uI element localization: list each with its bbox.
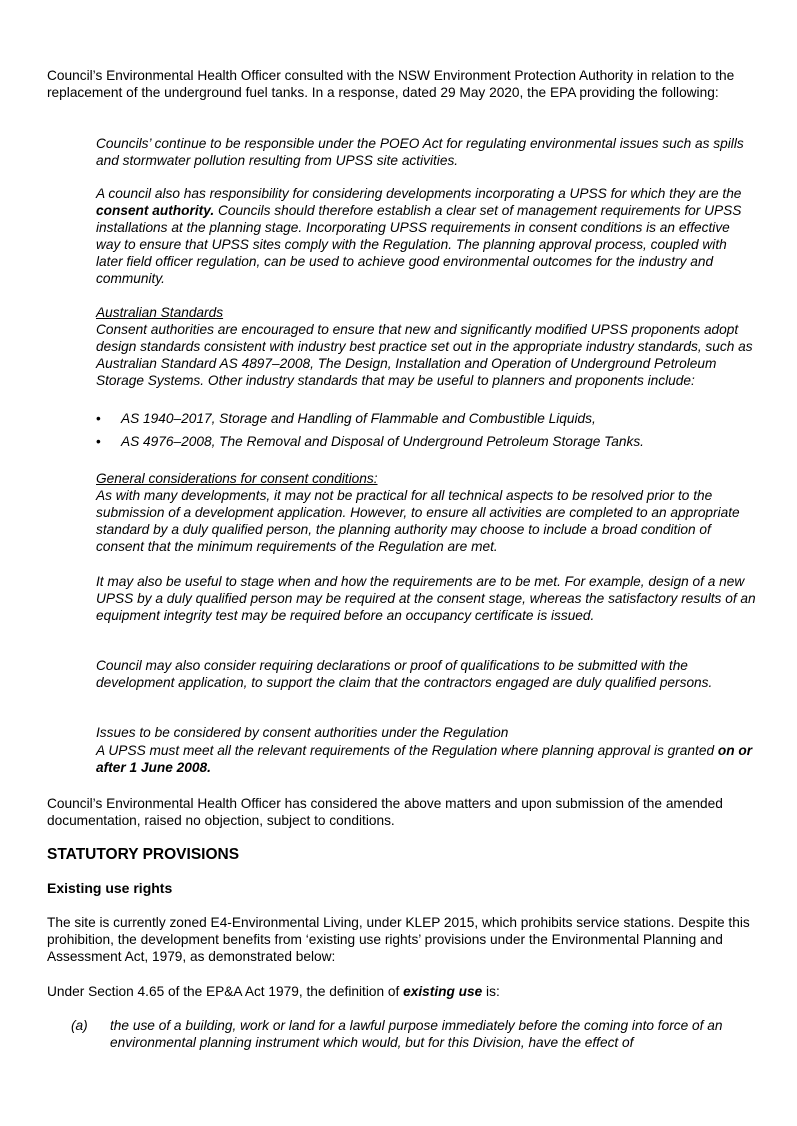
standards-list-item-text: AS 4976–2008, The Removal and Disposal of Underground Petroleum Storage Tanks.: [121, 434, 644, 449]
consent-authority-emphasis: consent authority.: [96, 203, 215, 218]
general-considerations-body: As with many developments, it may not be practical for all technical aspects to be resolved prior to the submission of a development application. However, to ensure all activities are completed to an appropriate standard by a duly qualified person, the planning authority may choose to include a broad condition of consent that the minimum requirements of the Regulation are met.: [96, 488, 740, 554]
epa-quote-staging: It may also be useful to stage when and how the requirements are to be met. For example, design of a new UPSS by a duly qualified person may be required at the consent stage, whereas the satisfactory results of an equipment integrity test may be required before an occupancy certificate is issued.: [96, 574, 756, 623]
bullet-icon: •: [96, 434, 101, 449]
issues-heading: Issues to be considered by consent authorities under the Regulation: [96, 725, 509, 740]
section-465-text-a: Under Section 4.65 of the EP&A Act 1979, the definition of: [47, 984, 404, 999]
standards-list-item-text: AS 1940–2017, Storage and Handling of Flammable and Combustible Liquids,: [121, 411, 596, 426]
statutory-provisions-heading: STATUTORY PROVISIONS: [47, 846, 240, 863]
australian-standards-body: Consent authorities are encouraged to ensure that new and significantly modified UPSS proponents adopt design standards consistent with industry best practice set out in the appropriate industry standards, such as Australian Standard AS 4897–2008, The Design, Installation and Operation of Underground Petroleum Storage Systems. Other industry standards that may be useful to planners and proponents include:: [96, 322, 753, 388]
section-465-text-b: is:: [482, 984, 500, 999]
general-considerations-heading: General considerations for consent conditions:: [96, 471, 378, 486]
existing-use-rights-heading: Existing use rights: [47, 880, 173, 896]
issues-date-emphasis: on or after 1 June 2008.: [96, 743, 753, 775]
epa-quote-declarations: Council may also consider requiring declarations or proof of qualifications to be submitted with the development application, to support the claim that the contractors engaged are duly qualified persons.: [96, 658, 713, 690]
section-465-paragraph: [47, 983, 759, 1000]
ehof-paragraph: Council’s Environmental Health Officer has considered the above matters and upon submission of the amended documentation, raised no objection, subject to conditions.: [47, 796, 723, 828]
clause-label: (a): [71, 1018, 88, 1033]
issues-body: [96, 742, 756, 776]
issues-body-text: A UPSS must meet all the relevant requirements of the Regulation where planning approval is granted: [96, 743, 718, 758]
epa-quote-poeo: Councils’ continue to be responsible under the POEO Act for regulating environmental issues such as spills and stormwater pollution resulting from UPSS site activities.: [96, 136, 744, 168]
epa-quote-consent-authority: [96, 185, 756, 287]
epa-quote-consent-text-a: A council also has responsibility for considering developments incorporating a UPSS for which they are the: [96, 186, 742, 201]
existing-use-term: existing use: [403, 984, 483, 999]
epa-quote-consent-text-b: Councils should therefore establish a clear set of management requirements for UPSS installations at the planning stage. Incorporating UPSS requirements in consent conditions is an effective way to ensure that UPSS sites comply with the Regulation. The planning approval process, coupled with later field officer regulation, can be used to achieve good environmental outcomes for the industry and community.: [96, 203, 742, 286]
bullet-icon: •: [96, 411, 101, 426]
zoning-paragraph: The site is currently zoned E4-Environmental Living, under KLEP 2015, which prohibits service stations. Despite this prohibition, the development benefits from ‘existing use rights’ provisions under the Environmental Planning and Assessment Act, 1979, as demonstrated below:: [47, 915, 750, 964]
clause-text: the use of a building, work or land for a lawful purpose immediately before the coming into force of an environmental planning instrument which would, but for this Division, have the effect of: [110, 1018, 723, 1050]
intro-paragraph: Council’s Environmental Health Officer consulted with the NSW Environment Protection Authority in relation to the replacement of the underground fuel tanks. In a response, dated 29 May 2020, the EPA providing the following:: [47, 68, 735, 100]
australian-standards-heading: Australian Standards: [96, 305, 224, 320]
